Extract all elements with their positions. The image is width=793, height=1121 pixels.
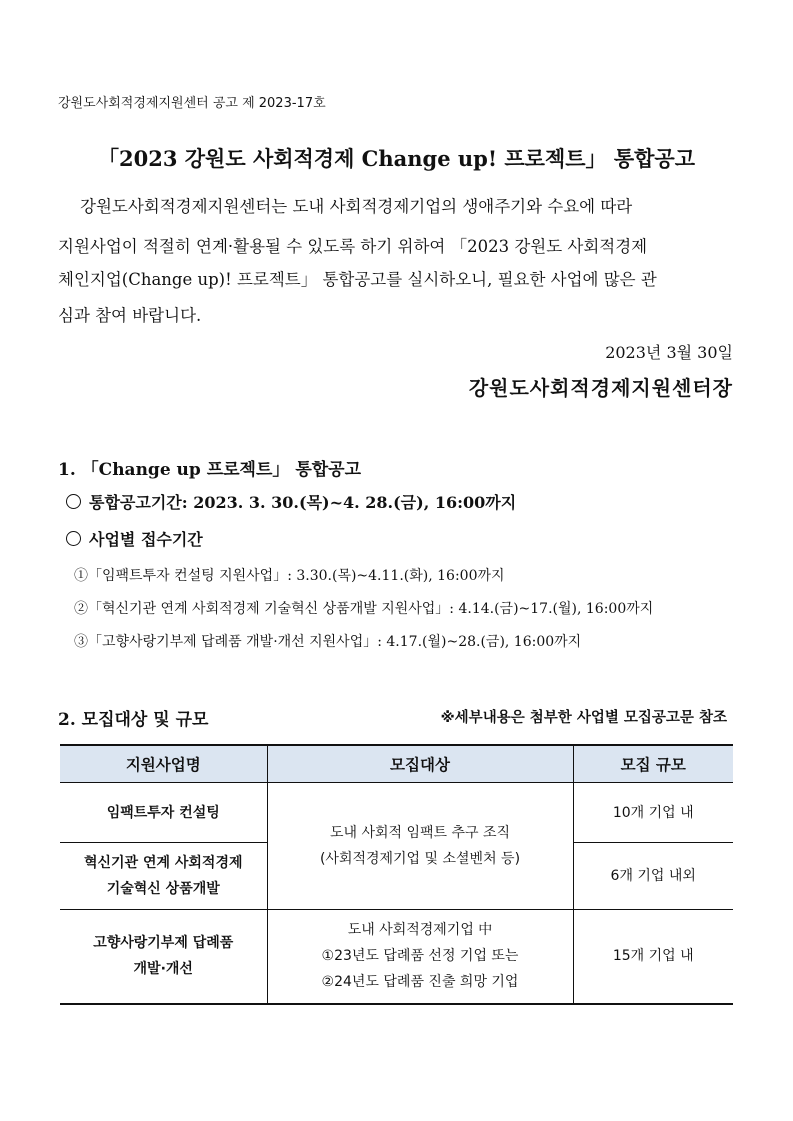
section-2-heading: 2. 모집대상 및 규모 [58,710,209,730]
reference-note: ※세부내용은 첨부한 사업별 모집공고문 참조 [440,710,727,726]
target-line: ①23년도 답례품 선정 기업 또는 [321,948,519,965]
target-line: ②24년도 답례품 진출 희망 기업 [321,974,519,991]
program-name-line: 기술혁신 상품개발 [106,881,220,897]
header-scale: 모집 규모 [573,745,733,783]
reception-item: ③「고향사랑기부제 답례품 개발·개선 지원사업」: 4.17.(월)~28.(금), 16:00까지 [74,634,582,650]
program-name-line: 고향사랑기부제 답례품 [93,935,234,952]
target-cell [267,783,573,910]
notice-date: 2023년 3월 30일 [605,343,733,362]
recruitment-table [60,744,733,1005]
scale-cell: 6개 기업 내외 [573,843,733,910]
program-name: 임팩트투자 컨설팅 [60,783,267,843]
scale-cell: 15개 기업 내 [573,910,733,1004]
table-header-row [60,745,733,783]
period-text: 통합공고기간: 2023. 3. 30.(목)~4. 28.(금), 16:00까지 [89,493,517,512]
program-name-line: 개발·개선 [133,961,193,978]
scale-cell: 10개 기업 내 [573,783,733,843]
table-row [60,783,733,843]
notice-number: 강원도사회적경제지원센터 공고 제 2023-17호 [58,96,326,111]
intro-line-4: 심과 참여 바랍니다. [58,306,202,325]
reception-item: ②「혁신기관 연계 사회적경제 기술혁신 상품개발 지원사업」: 4.14.(금)~17.(월), 16:00까지 [74,601,654,617]
intro-line-2: 지원사업이 적절히 연계·활용될 수 있도록 하기 위하여 「2023 강원도 사회적경제 [58,237,648,256]
circle-bullet-icon [66,531,81,546]
signer: 강원도사회적경제지원센터장 [468,376,733,400]
target-line: 도내 사회적경제기업 中 [347,922,493,939]
header-program: 지원사업명 [60,745,267,783]
reception-bullet [66,527,203,550]
table-row [60,910,733,1004]
reception-item: ①「임팩트투자 컨설팅 지원사업」: 3.30.(목)~4.11.(화), 16:00까지 [74,568,505,584]
program-name [60,843,267,910]
target-line: (사회적경제기업 및 소셜벤처 등) [319,851,521,867]
reception-text: 사업별 접수기간 [89,530,203,549]
program-name-line: 혁신기관 연계 사회적경제 [83,855,243,871]
intro-line-3: 체인지업(Change up)! 프로젝트」 통합공고를 실시하오니, 필요한 사업에 많은 관 [58,270,657,289]
target-cell [267,910,573,1004]
circle-bullet-icon [66,494,81,509]
period-bullet [66,490,516,513]
intro-line-1: 강원도사회적경제지원센터는 도내 사회적경제기업의 생애주기와 수요에 따라 [80,197,633,216]
page-title: 「2023 강원도 사회적경제 Change up! 프로젝트」 통합공고 [98,146,695,171]
section-1-heading: 1. 「Change up 프로젝트」 통합공고 [58,460,362,480]
program-name [60,910,267,1004]
header-target: 모집대상 [267,745,573,783]
target-line: 도내 사회적 임팩트 추구 조직 [329,825,511,841]
